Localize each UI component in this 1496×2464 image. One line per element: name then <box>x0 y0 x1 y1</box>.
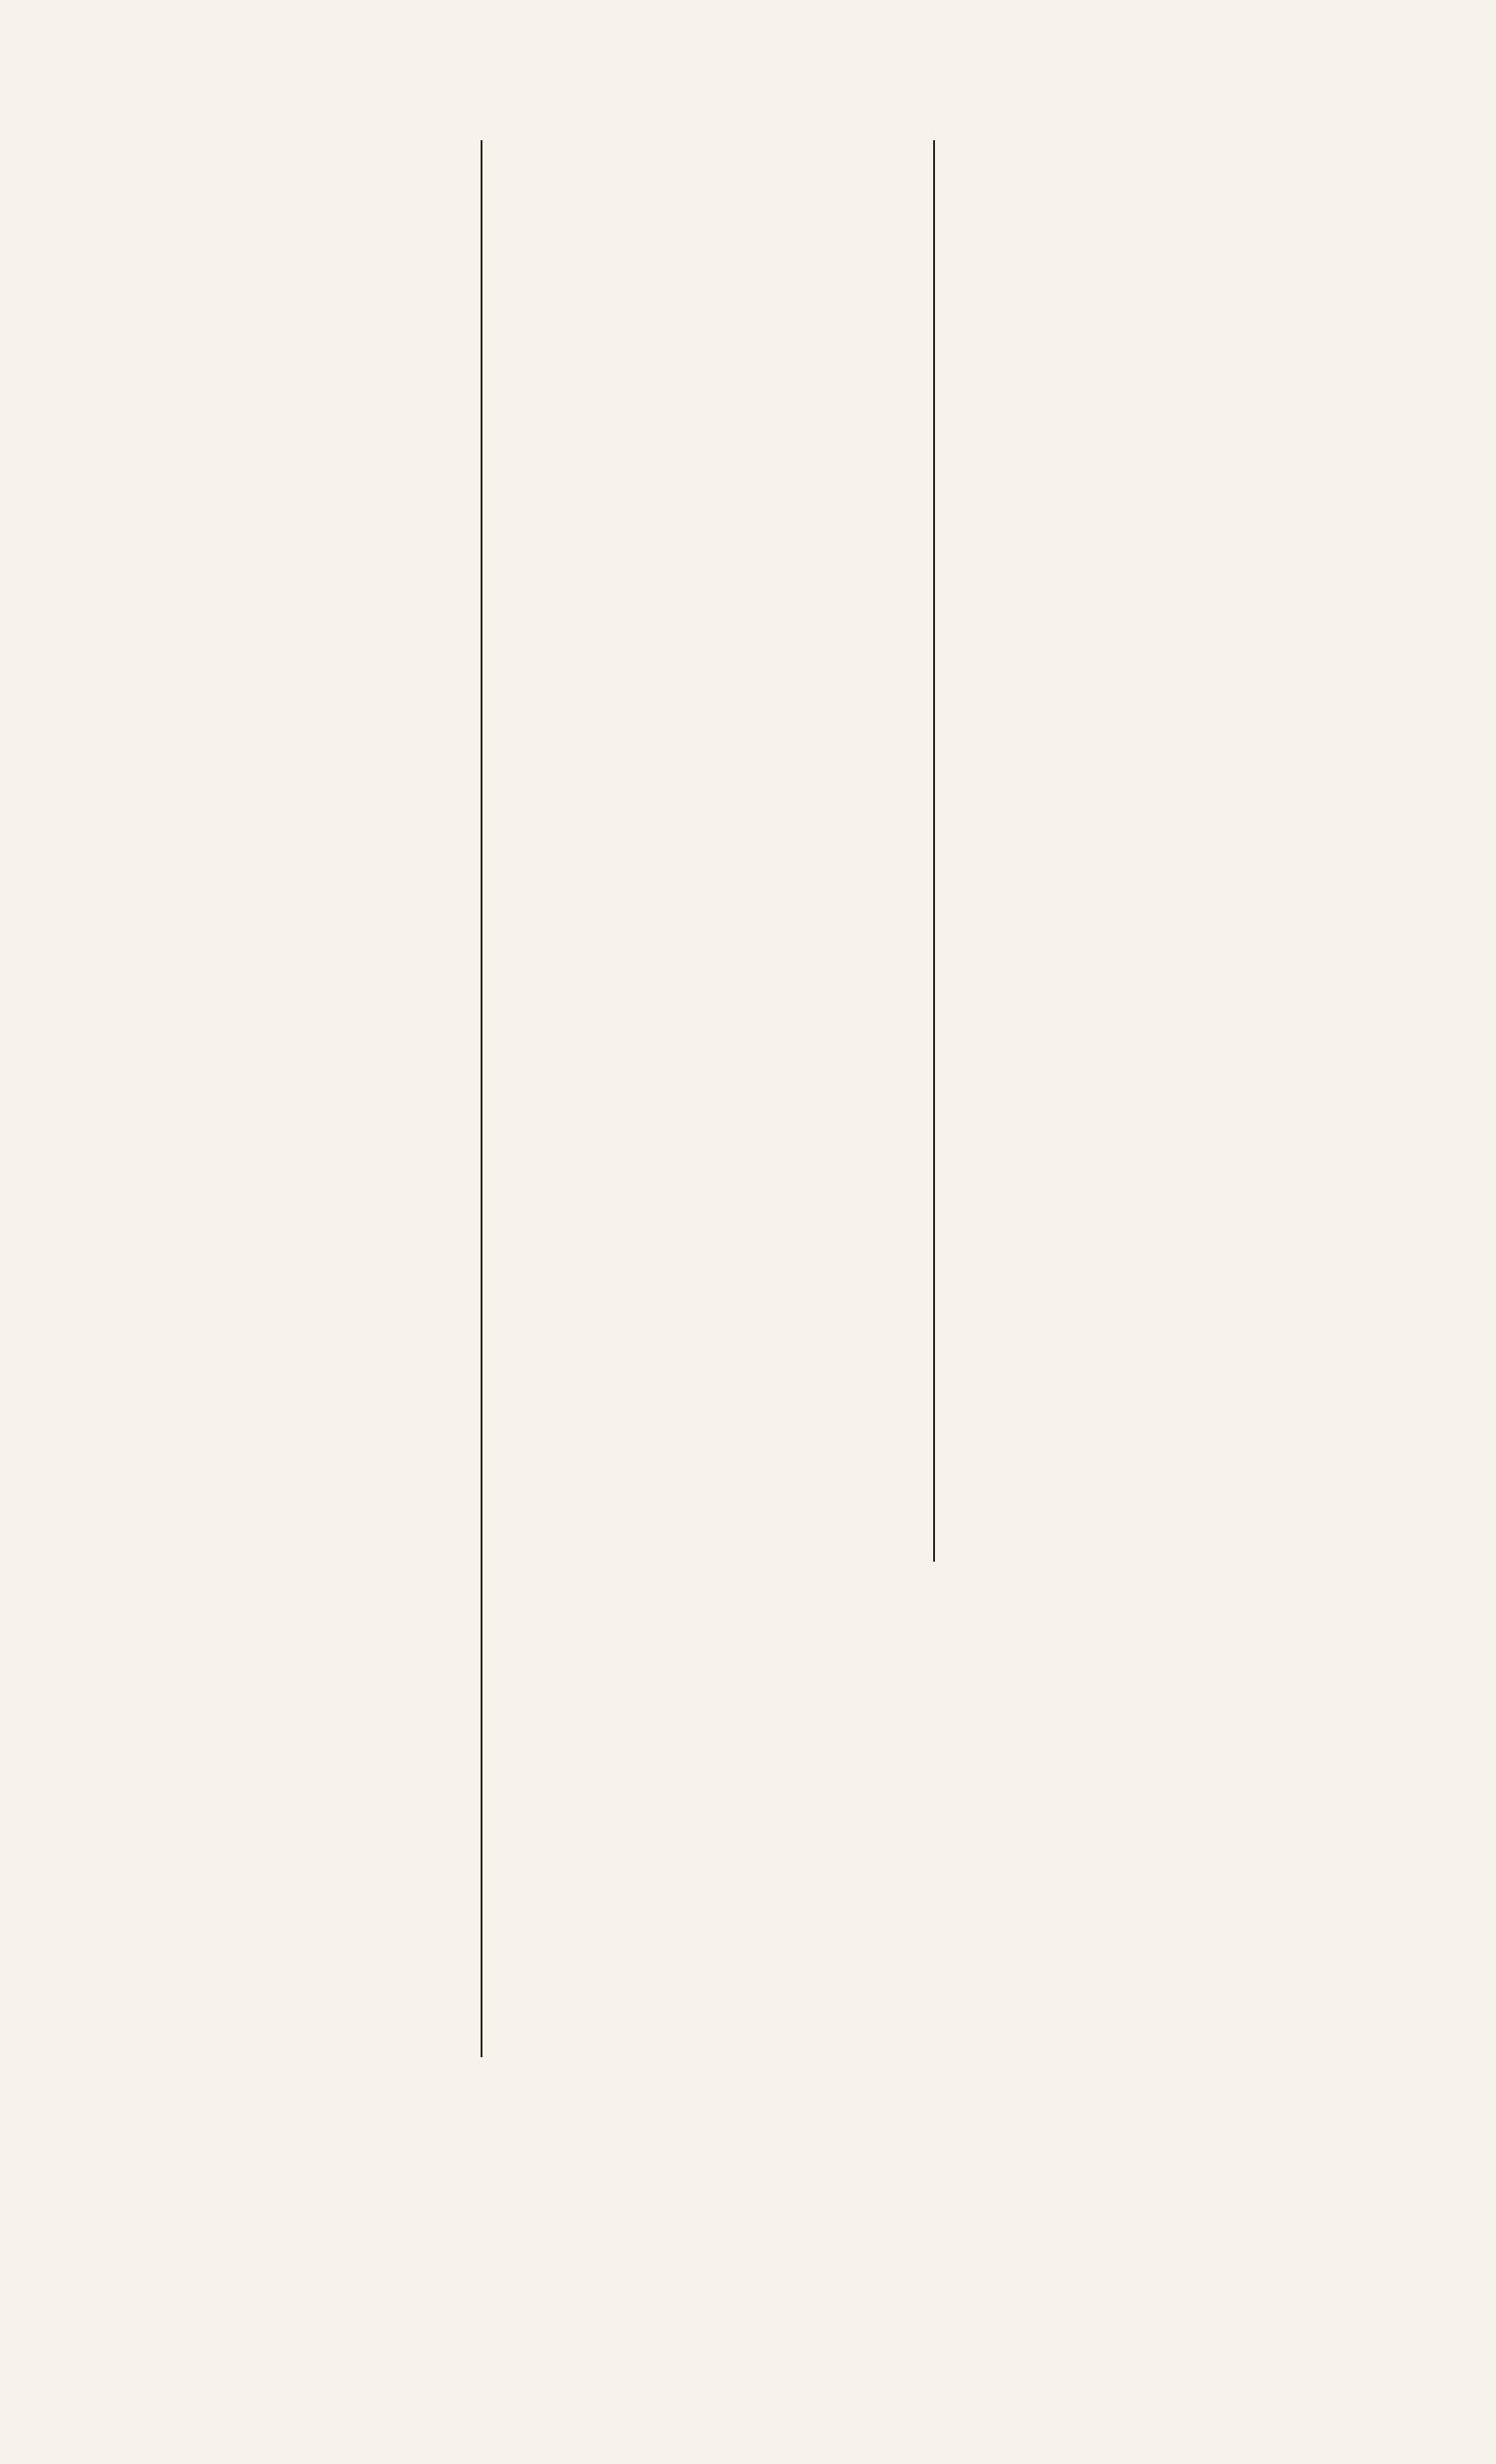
district-label <box>486 288 935 335</box>
column-header <box>486 120 935 166</box>
street-title <box>486 391 935 456</box>
column-rule <box>481 140 482 2057</box>
column-c <box>935 120 1459 166</box>
column-a <box>21 120 488 166</box>
page-header <box>0 0 1496 103</box>
column-header <box>935 120 1459 166</box>
district-label <box>486 456 935 503</box>
column-header <box>21 120 488 166</box>
column-b <box>486 120 935 503</box>
street-title <box>486 223 935 288</box>
